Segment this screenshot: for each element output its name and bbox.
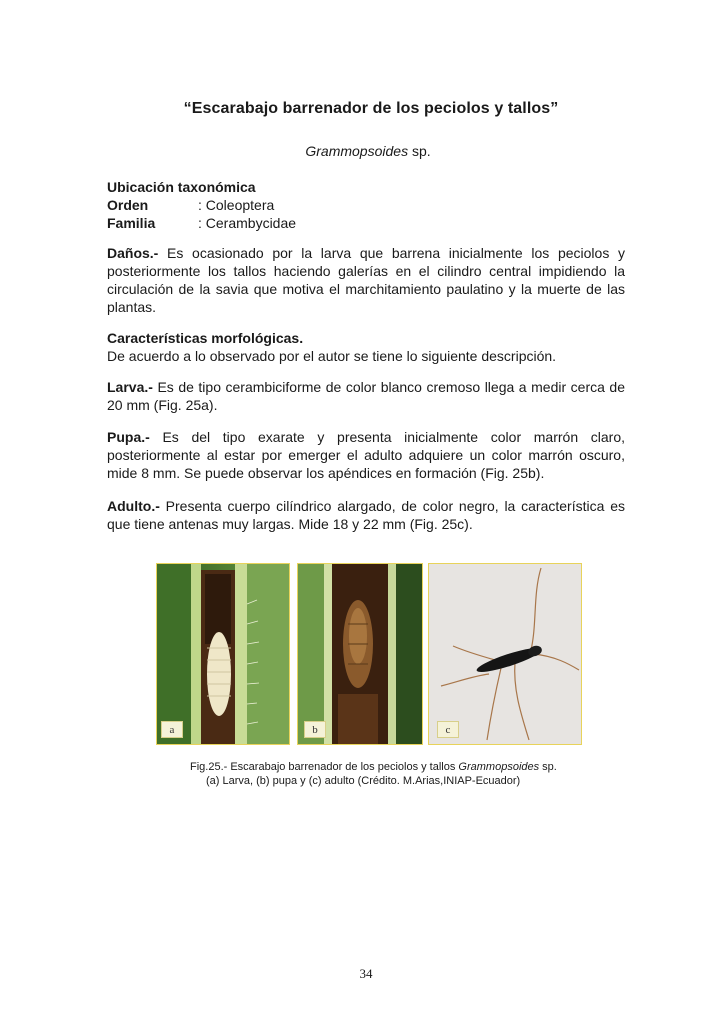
figure-pupa-photo bbox=[297, 563, 423, 745]
danos-text: Es ocasionado por la larva que barrena inicialmente los peciolos y posteriormente los tallos haciendo galerías en el cilindro central impidiendo la circulación de la savia que motiva el marchitamiento paulatino y la muerte de las plantas. bbox=[107, 245, 625, 315]
larva-paragraph bbox=[107, 378, 625, 414]
adulto-label: Adulto.- bbox=[107, 498, 160, 514]
adulto-text: Presenta cuerpo cilíndrico alargado, de color negro, la característica es que tiene antenas muy largas. Mide 18 y 22 mm (Fig. 25c). bbox=[107, 498, 625, 532]
caption-italic: Grammopsoides bbox=[458, 761, 540, 773]
caption-line-2: (a) Larva, (b) pupa y (c) adulto (Crédito. M.Arias,INIAP-Ecuador) bbox=[206, 775, 521, 787]
caption-prefix: Fig.25.- Escarabajo barrenador de los peciolos y tallos bbox=[190, 761, 459, 773]
figure-adult-photo bbox=[428, 563, 582, 745]
caption-line-1 bbox=[190, 760, 650, 774]
figure-larva-photo bbox=[156, 563, 290, 745]
pupa-label: Pupa.- bbox=[107, 429, 150, 445]
adulto-paragraph bbox=[107, 497, 625, 533]
figure-label-b: b bbox=[304, 721, 326, 738]
caption-suffix: sp. bbox=[539, 761, 557, 773]
figure-label-c: c bbox=[437, 721, 459, 738]
figure-label-a: a bbox=[161, 721, 183, 738]
larva-illustration bbox=[157, 564, 290, 745]
pupa-paragraph bbox=[107, 428, 625, 482]
pupa-text: Es del tipo exarate y presenta inicialmente color marrón claro, posteriormente al estar por emerger el adulto adquiere un color marrón oscuro, mide 8 mm. Se puede observar los apéndices en formación (Fig. 25b). bbox=[107, 429, 625, 481]
taxonomy-heading: Ubicación taxonómica bbox=[107, 179, 256, 195]
larva-text: Es de tipo cerambiciforme de color blanco cremoso llega a medir cerca de 20 mm (Fig. 25a). bbox=[107, 379, 625, 413]
caracteristicas-text: De acuerdo a lo observado por el autor se tiene lo siguiente descripción. bbox=[107, 348, 557, 364]
taxonomy-row-familia bbox=[107, 214, 625, 232]
species-suffix: sp. bbox=[408, 143, 431, 159]
page-number: 34 bbox=[359, 966, 373, 981]
taxonomy-value: : Cerambycidae bbox=[198, 215, 297, 231]
caracteristicas-heading: Características morfológicas. bbox=[107, 330, 304, 346]
taxonomy-key: Familia bbox=[107, 215, 156, 231]
document-title: “Escarabajo barrenador de los peciolos y tallos” bbox=[183, 100, 559, 117]
pupa-illustration bbox=[298, 564, 423, 745]
larva-label: Larva.- bbox=[107, 379, 153, 395]
danos-label: Daños.- bbox=[107, 245, 159, 261]
species-genus: Grammopsoides bbox=[305, 143, 409, 159]
adult-beetle-illustration bbox=[429, 564, 582, 745]
caracteristicas-section bbox=[107, 329, 625, 365]
taxonomy-value: : Coleoptera bbox=[198, 197, 275, 213]
danos-paragraph bbox=[107, 244, 625, 316]
taxonomy-section bbox=[107, 178, 625, 232]
species-name bbox=[0, 143, 728, 159]
taxonomy-key: Orden bbox=[107, 197, 149, 213]
taxonomy-row-orden bbox=[107, 196, 625, 214]
figure-caption bbox=[190, 760, 650, 788]
